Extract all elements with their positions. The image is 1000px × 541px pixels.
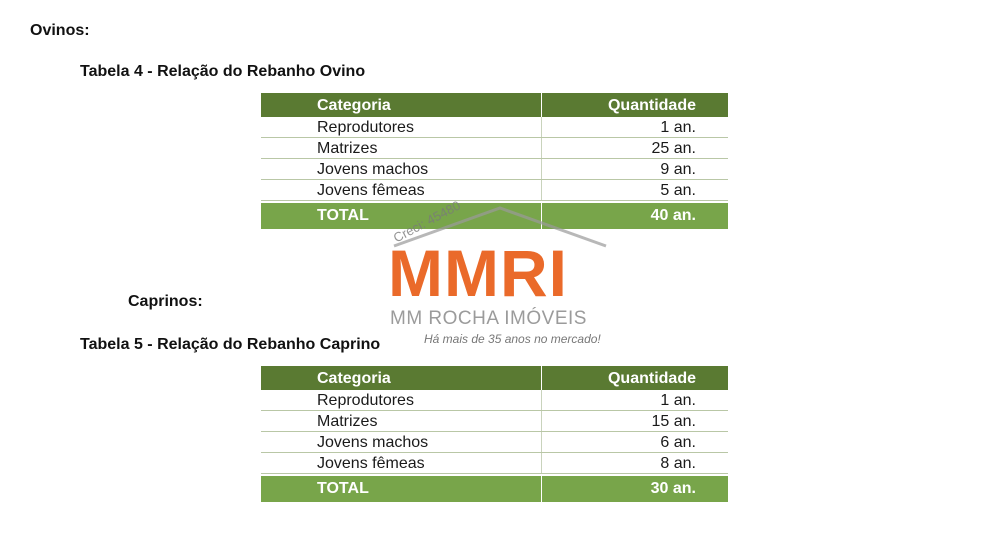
header-quantity: Quantidade [607,370,696,387]
row-quantity: 5 an. [660,182,696,199]
table-total-row [261,476,728,502]
row-quantity: 6 an. [660,434,696,451]
row-category: Jovens fêmeas [261,453,542,473]
total-label: TOTAL [261,476,542,502]
section-heading-caprinos: Caprinos: [128,293,203,310]
row-quantity: 8 an. [660,455,696,472]
header-category: Categoria [261,93,542,117]
watermark-logo [380,197,620,360]
total-label: TOTAL [261,203,542,229]
table-row [261,411,728,432]
watermark-slogan: Há mais de 35 anos no mercado! [424,332,601,346]
table-row [261,432,728,453]
table-title-caprinos: Tabela 5 - Relação do Rebanho Caprino [80,336,381,353]
watermark-creci: Creci: 45480 [390,197,463,246]
row-category: Jovens machos [261,159,542,179]
row-quantity: 15 an. [651,413,696,430]
watermark-logo-text: MMRI [388,236,568,310]
row-category: Matrizes [261,138,542,158]
table-row [261,390,728,411]
row-category: Jovens fêmeas [261,180,542,200]
table-title-ovinos: Tabela 4 - Relação do Rebanho Ovino [80,63,366,80]
table-row [261,117,728,138]
row-quantity: 1 an. [660,392,696,409]
table-row [261,138,728,159]
table-header-row [261,366,728,390]
table-row [261,180,728,201]
table-row [261,453,728,474]
header-category: Categoria [261,366,542,390]
section-heading-ovinos: Ovinos: [30,22,90,39]
row-category: Jovens machos [261,432,542,452]
header-quantity: Quantidade [607,97,696,114]
table-caprinos [261,366,728,502]
table-header-row [261,93,728,117]
total-quantity: 40 an. [650,207,696,224]
row-category: Reprodutores [261,390,542,410]
total-quantity: 30 an. [650,480,696,497]
watermark-company-name: MM ROCHA IMÓVEIS [390,308,587,329]
row-quantity: 1 an. [660,119,696,136]
row-quantity: 25 an. [651,140,696,157]
row-category: Reprodutores [261,117,542,137]
table-row [261,159,728,180]
row-category: Matrizes [261,411,542,431]
row-quantity: 9 an. [660,161,696,178]
